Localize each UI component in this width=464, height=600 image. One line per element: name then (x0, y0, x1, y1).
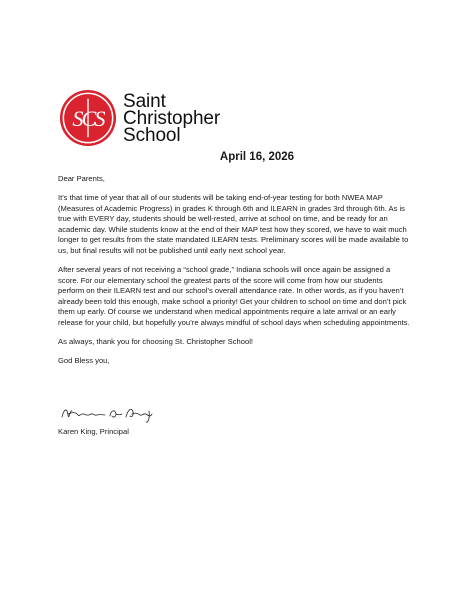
school-name-line-1: Saint (123, 90, 166, 112)
letter-date: April 16, 2026 (219, 151, 295, 163)
school-seal-logo (59, 89, 117, 147)
school-name (123, 90, 221, 146)
paragraph-2: After several years of not receiving a “school grade,” Indiana schools will once again be assigned a score. For our elementary school the greatest parts of the score will come from how our students perform on their ILEARN test and our school’s overall attendance rate. In other words, as if you haven’t already been told this enough, make school a priority! Get your children to school on time and don’t pick them up early. Of course we understand when medical appointments require a late arrival or an early release for your child, but hopefully you’re always mindful of school days when scheduling appointments. (58, 264, 410, 327)
signature-name: Karen King, Principal (58, 427, 129, 436)
paragraph-1: It's that time of year that all of our students will be taking end-of-year testing for both NWEA MAP (Measures of Academic Progress) in grades K through 6th and ILEARN in grades 3rd through 6th. As is true with EVERY day, students should be well-rested, arrive at school on time, and be ready for an academic day. While students know at the end of their MAP test how they scored, we have to wait much longer to get results from the state mandated ILEARN tests. Preliminary scores will be made available to us, but final results will not be published until early next school year. (58, 192, 409, 255)
letter-body (58, 174, 410, 375)
school-name-line-3: School (123, 124, 181, 146)
signature-image (58, 403, 178, 425)
closing: God Bless you, (58, 355, 110, 365)
handwritten-signature (58, 403, 178, 425)
salutation: Dear Parents, (58, 174, 105, 183)
paragraph-3: As always, thank you for choosing St. Christopher School! (58, 336, 254, 346)
letterhead (59, 86, 220, 150)
school-name-line-2: Christopher (123, 107, 221, 129)
svg-text:SCS: SCS (72, 106, 104, 132)
